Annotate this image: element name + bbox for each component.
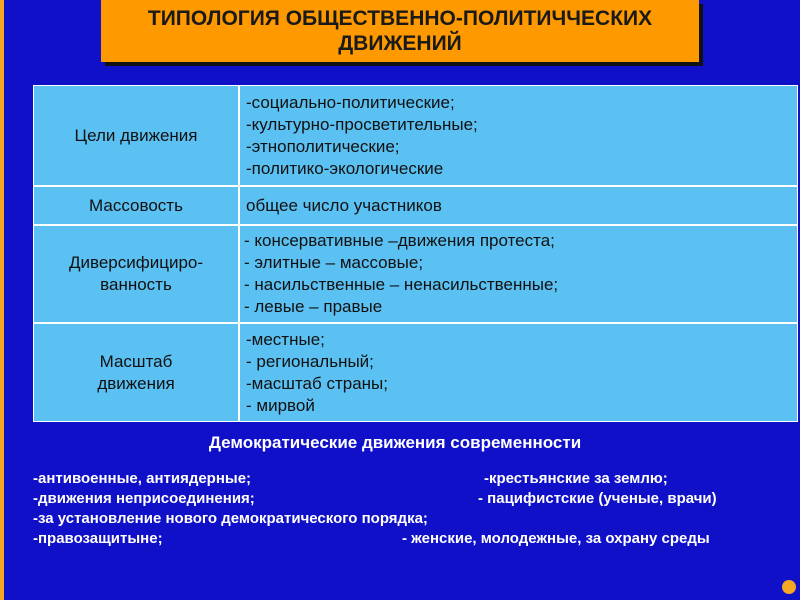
list-item: - насильственные – ненасильственные; <box>244 275 559 294</box>
corner-decoration <box>782 580 796 594</box>
table-row <box>34 86 797 187</box>
list-item: -политико-экологические <box>246 158 444 178</box>
row-items-cell <box>242 86 797 185</box>
row-items-cell <box>242 187 797 224</box>
row-label: Масштаб движения <box>97 351 175 393</box>
table-row <box>34 187 797 226</box>
row-label: Диверсифициро- ванность <box>68 253 204 294</box>
table-row <box>34 324 797 421</box>
table-row <box>34 226 797 324</box>
typology-table <box>33 85 798 422</box>
list-item: -культурно-просветительные; <box>246 114 478 134</box>
democratic-right-item: - женские, молодежные, за охрану среды <box>402 530 710 547</box>
row-label-cell <box>34 324 240 421</box>
democratic-heading: Демократические движения современности <box>208 433 582 452</box>
democratic-left-item: -антивоенные, антиядерные; <box>33 470 252 487</box>
row-label: Массовость <box>89 195 183 215</box>
list-item: -масштаб страны; <box>246 373 388 393</box>
row-label: Цели движения <box>74 125 198 145</box>
slide-title: ТИПОЛОГИЯ ОБЩЕСТВЕННО-ПОЛИТИЧЧЕСКИХ ДВИЖЕНИЙ <box>147 7 653 55</box>
list-item: -социально-политические; <box>246 92 455 112</box>
democratic-left-item: -за установление нового демократического порядка; <box>33 510 428 527</box>
list-item: общее число участников <box>246 195 442 215</box>
democratic-right-item: - пацифистские (ученые, врачи) <box>478 490 717 507</box>
democratic-right-item: -крестьянские за землю; <box>484 470 668 487</box>
list-item: - элитные – массовые; <box>244 253 424 272</box>
row-label-cell <box>34 226 240 322</box>
list-item: - левые – правые <box>244 297 383 316</box>
list-item: - консервативные –движения протеста; <box>244 231 555 250</box>
democratic-left-item: -движения неприсоединения; <box>33 490 255 507</box>
row-items-cell <box>242 226 797 322</box>
list-item: - мирвой <box>246 395 315 415</box>
row-label-cell <box>34 86 240 185</box>
list-item: -местные; <box>246 329 325 349</box>
list-item: - региональный; <box>246 351 374 371</box>
row-items-cell <box>242 324 797 421</box>
slide-frame-accent <box>0 0 4 600</box>
title-banner <box>101 0 699 62</box>
democratic-left-item: -правозащитыне; <box>33 530 163 547</box>
list-item: -этнополитические; <box>246 136 400 156</box>
row-label-cell <box>34 187 240 224</box>
